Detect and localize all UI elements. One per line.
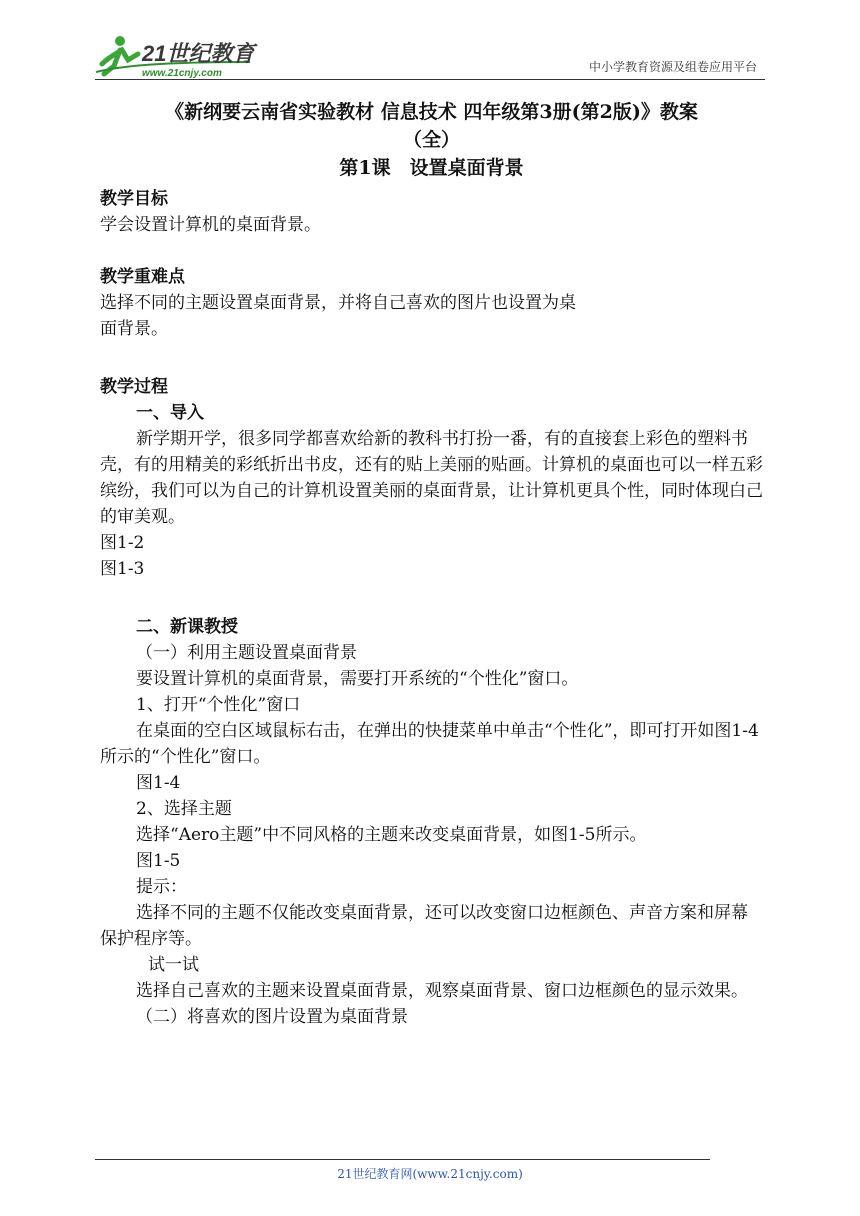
difficulty-line-1: 选择不同的主题设置桌面背景，并将自己喜欢的图片也设置为桌 (100, 293, 576, 313)
header-platform-text: 中小学教育资源及组卷应用平台 (588, 60, 757, 74)
document-title-cont: （全） (402, 129, 460, 151)
objective-heading: 教学目标 (100, 189, 168, 209)
step2-heading: 2、选择主题 (136, 799, 232, 819)
logo-url: www.21cnjy.com (142, 68, 222, 79)
page-header (0, 0, 860, 90)
figure-1-2-caption: 图1-2 (100, 533, 145, 553)
step1-heading: 1、打开“个性化”窗口 (136, 695, 301, 715)
document-body (100, 98, 763, 1030)
site-logo (90, 32, 265, 82)
tip-label: 提示： (136, 877, 187, 897)
try-label: 试一试 (148, 955, 199, 975)
tip-text: 选择不同的主题不仅能改变桌面背景，还可以改变窗口边框颜色、声音方案和屏幕保护程序等。 (100, 903, 748, 949)
step2-text: 选择“Aero主题”中不同风格的主题来改变桌面背景，如图1-5所示。 (136, 825, 647, 845)
footer-divider (95, 1159, 710, 1160)
difficulty-heading: 教学重难点 (100, 267, 185, 287)
section1-heading: 一、导入 (136, 403, 204, 423)
intro-paragraph: 新学期开学，很多同学都喜欢给新的教科书打扮一番，有的直接套上彩色的塑料书壳，有的用精美的彩纸折出书皮，还有的贴上美丽的贴画。计算机的桌面也可以一样五彩缤纷，我们可以为自己的计算机设置美丽的桌面背景，让计算机更具个性，同时体现白己的审美观。 (100, 429, 763, 527)
difficulty-line-2: 面背景。 (100, 319, 168, 339)
subsection1-text: 要设置计算机的桌面背景，需要打开系统的“个性化”窗口。 (136, 669, 579, 689)
figure-1-4-caption: 图1-4 (136, 773, 181, 793)
lesson-title: 第1课 设置桌面背景 (339, 157, 524, 179)
logo-text: 21世纪教育 (142, 41, 255, 66)
section2-heading: 二、新课教授 (136, 617, 238, 637)
document-title: 《新纲要云南省实验教材 信息技术 四年级第3册(第2版)》教案 (165, 101, 698, 123)
process-heading: 教学过程 (100, 377, 168, 397)
step1-text: 在桌面的空白区域鼠标右击，在弹出的快捷菜单中单击“个性化”，即可打开如图1-4所示的“个性化”窗口。 (100, 721, 759, 767)
try-text: 选择自己喜欢的主题来设置桌面背景，观察桌面背景、窗口边框颜色的显示效果。 (136, 981, 748, 1001)
figure-1-5-caption: 图1-5 (136, 851, 181, 871)
objective-text: 学会设置计算机的桌面背景。 (100, 215, 321, 235)
header-divider (95, 79, 765, 80)
subsection1-heading: （一）利用主题设置桌面背景 (136, 643, 357, 663)
figure-1-3-caption: 图1-3 (100, 559, 145, 579)
subsection2-heading: （二）将喜欢的图片设置为桌面背景 (136, 1007, 408, 1027)
page-footer: 21世纪教育网(www.21cnjy.com) (337, 1167, 523, 1181)
